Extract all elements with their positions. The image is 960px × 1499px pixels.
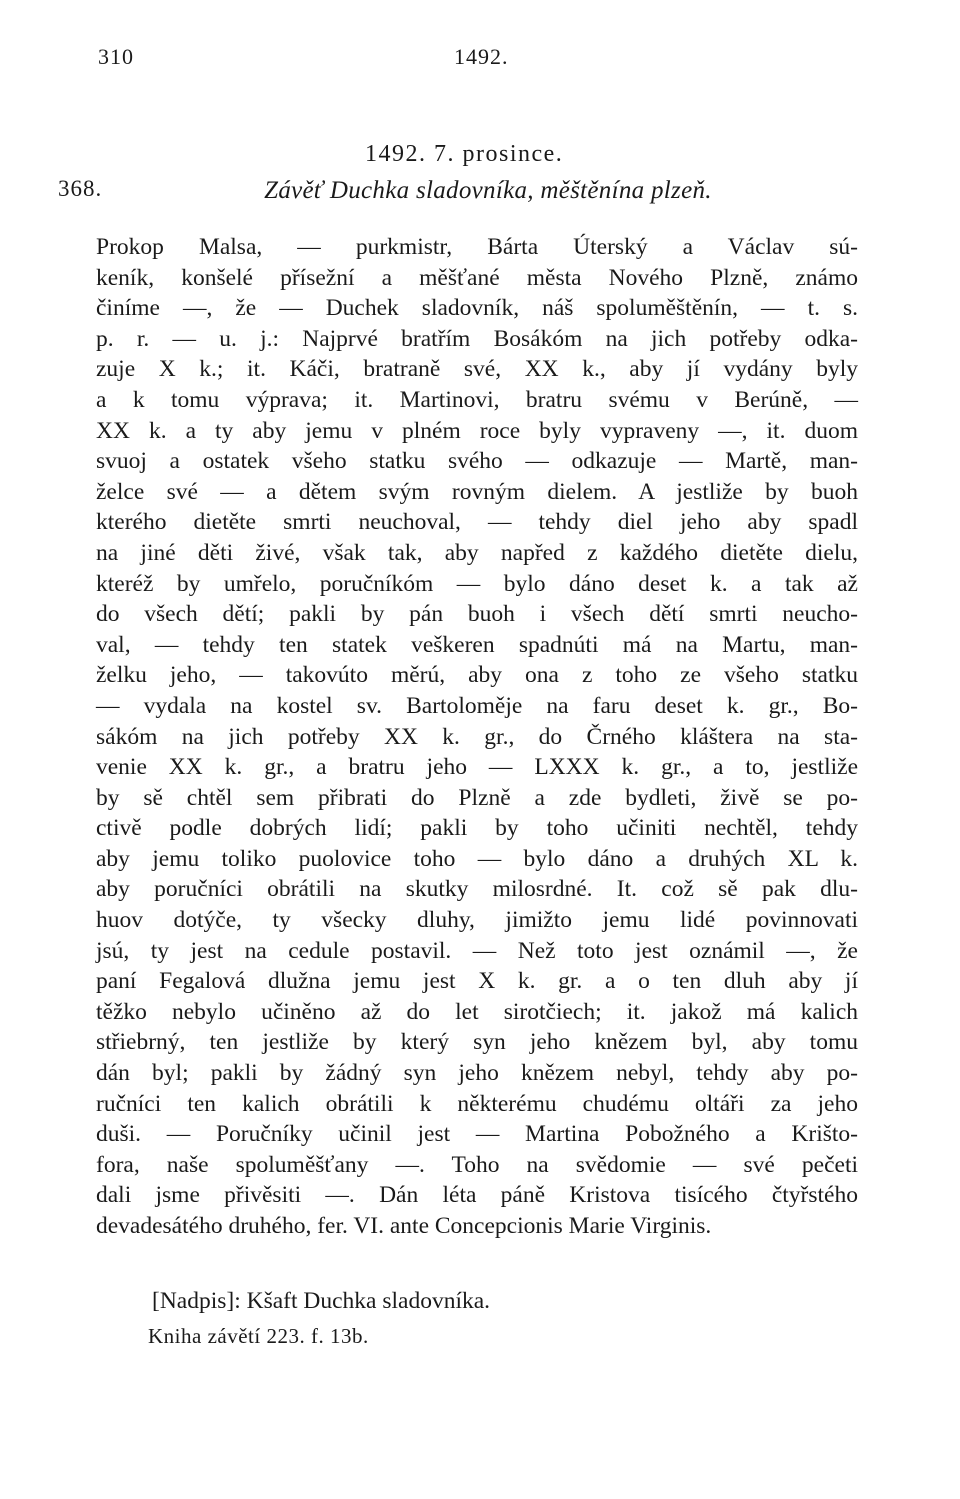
body-line: ctivě podle dobrých lidí; pakli by toho učiniti nechtěl, tehdy xyxy=(96,815,858,842)
body-line: — vydala na kostel sv. Bartoloměje na faru deset k. gr., Bo- xyxy=(96,692,858,719)
body-line: huov dotýče, ty všecky dluhy, jimižto jemu lidé povinnovati xyxy=(96,907,858,934)
body-line: kteréž by umřelo, poručníkóm — bylo dáno deset k. a tak až xyxy=(96,570,858,597)
document-number: 368. xyxy=(58,176,103,201)
body-line: dali jsme přivěsiti —. Dán léta páně Kristova tisícého čtyřstého xyxy=(96,1182,858,1209)
title-note: [Nadpis]: Kšaft Duchka sladovníka. xyxy=(152,1288,491,1314)
body-line: p. r. — u. j.: Najprvé bratřím Bosákóm na jich potřeby odka- xyxy=(96,325,858,352)
body-line: kterého dietěte smrti neuchoval, — tehdy diel jeho aby spadl xyxy=(96,509,858,536)
body-line: venie XX k. gr., a bratru jeho — LXXX k. gr., a to, jestliže xyxy=(96,754,858,781)
body-line: duši. — Poručníky učinil jest — Martina Pobožného a Krišto- xyxy=(96,1121,858,1148)
body-line: fora, naše spoluměšťany —. Toho na svědomie — své pečeti xyxy=(96,1151,858,1178)
page-number: 310 xyxy=(98,44,134,69)
body-line: sákóm na jich potřeby XX k. gr., do Črného kláštera na sta- xyxy=(96,723,858,750)
body-line: svuoj a ostatek všeho statku svého — odkazuje — Martě, man- xyxy=(96,448,858,475)
document-heading: Závěť Duchka sladovníka, měštěnína plzeň. xyxy=(264,177,712,204)
body-line: činíme —, že — Duchek sladovník, náš spoluměštěnín, — t. s. xyxy=(96,295,858,322)
body-line: do všech dětí; pakli by pán buoh i všech dětí smrti neucho- xyxy=(96,601,858,628)
document-body xyxy=(96,232,858,1242)
body-line: střiebrný, ten jestliže by který syn jeho knězem byl, aby tomu xyxy=(96,1029,858,1056)
body-line: devadesátého druhého, fer. VI. ante Concepcionis Marie Virginis. xyxy=(96,1213,712,1239)
body-line: aby jemu toliko puolovice toho — bylo dáno a druhých XL k. xyxy=(96,845,858,872)
running-head-year: 1492. xyxy=(454,44,509,69)
body-line: zuje X k.; it. Káči, bratraně své, XX k., aby jí vydány byly xyxy=(96,356,858,383)
body-line: želku jeho, — takovúto měrú, aby ona z toho ze všeho statku xyxy=(96,662,858,689)
body-line: XX k. a ty aby jemu v plném roce byly vypraveny —, it. duom xyxy=(96,417,858,444)
document-date: 1492. 7. prosince. xyxy=(365,141,564,167)
body-line: na jiné děti živé, však tak, aby napřed z každého dietěte dielu, xyxy=(96,539,858,566)
body-line: paní Fegalová dlužna jemu jest X k. gr. a o ten dluh aby jí xyxy=(96,968,858,995)
body-line: želce své — a dětem svým rovným dielem. A jestliže by buoh xyxy=(96,478,858,505)
body-line: ručníci ten kalich obrátili k některému chudému oltáři za jeho xyxy=(96,1090,858,1117)
body-line: dán byl; pakli by žádný syn jeho knězem nebyl, tehdy aby po- xyxy=(96,1060,858,1087)
body-line: těžko nebylo učiněno až do let sirotčiech; it. jakož má kalich xyxy=(96,998,858,1025)
body-line: Prokop Malsa, — purkmistr, Bárta Úterský a Václav sú- xyxy=(96,234,858,260)
body-line: val, — tehdy ten statek veškeren spadnúti má na Martu, man- xyxy=(96,631,858,658)
body-line: aby poručníci obrátili na skutky milosrdné. It. což sě pak dlu- xyxy=(96,876,858,903)
body-line: keník, konšelé přísežní a měšťané města Nového Plzně, známo xyxy=(96,264,858,291)
body-line: by sě chtěl sem přibrati do Plzně a zde bydleti, živě se po- xyxy=(96,784,858,811)
body-line: jsú, ty jest na cedule postavil. — Než toto jest oznámil —, že xyxy=(96,937,858,964)
body-line: a k tomu výprava; it. Martinovi, bratru svému v Berúně, — xyxy=(96,386,858,413)
source-note: Kniha závětí 223. f. 13b. xyxy=(148,1324,369,1348)
